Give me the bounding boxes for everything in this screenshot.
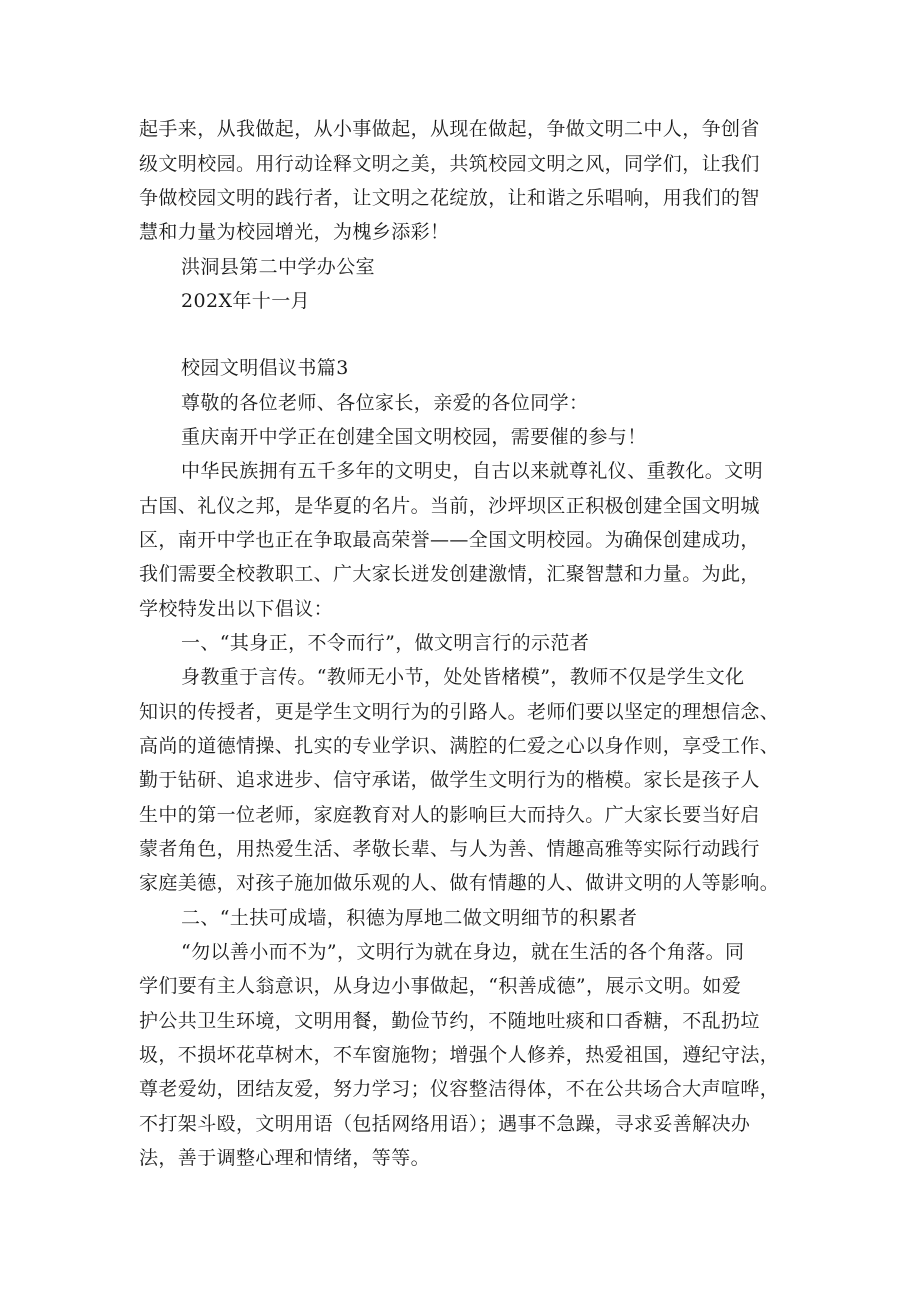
point-2-line-3: 护公共卫生环境，文明用餐，勤俭节约，不随地吐痰和口香糖，不乱扔垃 (139, 1010, 760, 1032)
point-2-line-2: 学们要有主人翁意识，从身边小事做起，“积善成德”，展示文明。如爱 (139, 975, 742, 997)
section-title: 校园文明倡议书篇3 (181, 357, 349, 379)
paragraph-1-line-4: 我们需要全校教职工、广大家长迸发创建激情，汇聚智慧和力量。为此， (139, 563, 760, 585)
point-1-line-3: 高尚的道德情操、扎实的专业学识、满腔的仁爱之心以身作则，享受工作、 (139, 735, 780, 757)
opening-line: 重庆南开中学正在创建全国文明校园，需要催的参与！ (181, 426, 647, 448)
intro-line-2: 级文明校园。用行动诠释文明之美，共筑校园文明之风，同学们，让我们 (139, 153, 760, 175)
point-2-heading: 二、“土扶可成墙，积德为厚地二做文明细节的积累者 (181, 907, 638, 929)
intro-line-1: 起手来，从我做起，从小事做起，从现在做起，争做文明二中人，争创省 (139, 118, 760, 140)
intro-line-4: 慧和力量为校园增光，为槐乡添彩！ (139, 221, 450, 243)
paragraph-1-line-3: 区，南开中学也正在争取最高荣誉——全国文明校园。为确保创建成功， (139, 529, 760, 551)
point-1-line-5: 生中的第一位老师，家庭教育对人的影响巨大而持久。广大家长要当好启 (139, 804, 760, 826)
point-1-line-4: 勤于钻研、追求进步、信守承诺，做学生文明行为的楷模。家长是孩子人 (139, 769, 760, 791)
paragraph-1-line-5: 学校特发出以下倡议： (139, 598, 334, 620)
point-2-line-4: 圾，不损坏花草树木，不车窗施物；增强个人修养，热爱祖国，遵纪守法， (139, 1044, 780, 1066)
signature-date: 202X年十一月 (181, 290, 310, 312)
salutation: 尊敬的各位老师、各位家长，亲爱的各位同学： (181, 392, 589, 414)
paragraph-1-line-1: 中华民族拥有五千多年的文明史，自古以来就尊礼仪、重教化。文明 (181, 460, 764, 482)
point-1-line-6: 蒙者角色，用热爱生活、孝敬长辈、与人为善、情趣高雅等实际行动践行 (139, 838, 760, 860)
point-2-line-5: 尊老爱幼，团结友爱，努力学习；仪容整洁得体，不在公共场合大声喧哗， (139, 1078, 780, 1100)
point-1-heading: 一、“其身正，不令而行”，做文明言行的示范者 (181, 632, 590, 654)
point-2-line-7: 法，善于调整心理和情绪，等等。 (139, 1147, 431, 1169)
paragraph-1-line-2: 古国、礼仪之邦，是华夏的名片。当前，沙坪坝区正积极创建全国文明城 (139, 495, 760, 517)
point-2-line-6: 不打架斗殴，文明用语（包括网络用语）；遇事不急躁，寻求妥善解决办 (139, 1113, 751, 1135)
signature-org: 洪洞县第二中学办公室 (181, 256, 376, 278)
point-1-line-2: 知识的传授者，更是学生文明行为的引路人。老师们要以坚定的理想信念、 (139, 701, 780, 723)
intro-line-3: 争做校园文明的践行者，让文明之花绽放，让和谐之乐唱响，用我们的智 (139, 187, 760, 209)
point-1-line-1: 身教重于言传。“教师无小节，处处皆楮模”，教师不仅是学生文化 (181, 666, 745, 688)
point-2-line-1: “勿以善小而不为”，文明行为就在身边，就在生活的各个角落。同 (181, 941, 745, 963)
point-1-line-7: 家庭美德，对孩子施加做乐观的人、做有情趣的人、做讲文明的人等影响。 (139, 872, 780, 894)
